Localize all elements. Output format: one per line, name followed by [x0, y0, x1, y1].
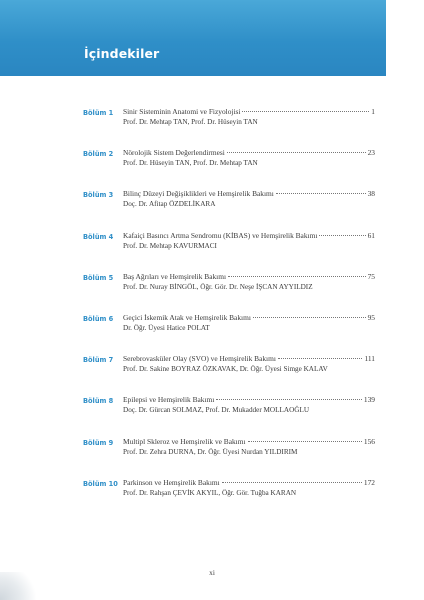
dot-leader [276, 193, 366, 194]
chapter-number: Bölüm 9 [83, 438, 114, 447]
dot-leader [216, 399, 362, 400]
chapter-title-line [123, 478, 375, 487]
chapter-authors: Doç. Dr. Afitap ÖZDELİKARA [123, 200, 216, 209]
dot-leader [228, 276, 366, 277]
chapter-page: 61 [367, 230, 375, 240]
chapter-page: 23 [367, 148, 375, 158]
chapter-title-line [123, 437, 375, 446]
chapter-title: Kafaiçi Basıncı Artma Sendromu (KİBAS) ve Hemşirelik Bakımı [123, 230, 318, 240]
chapter-title: Multipl Skleroz ve Hemşirelik ve Bakımı [123, 436, 246, 446]
toc-entry-2[interactable] [83, 148, 375, 189]
chapter-title-line [123, 313, 375, 322]
corner-decoration [0, 572, 40, 600]
toc-entry-5[interactable] [83, 272, 375, 313]
chapter-authors: Dr. Öğr. Üyesi Hatice POLAT [123, 323, 210, 332]
chapter-authors: Prof. Dr. Nuray BİNGÖL, Öğr. Gör. Dr. Neşe İŞCAN AYYILDIZ [123, 282, 313, 291]
dot-leader [227, 152, 366, 153]
toc-entry-7[interactable] [83, 354, 375, 395]
chapter-number: Bölüm 2 [83, 150, 114, 159]
chapter-title: Geçici İskemik Atak ve Hemşirelik Bakımı [123, 312, 251, 322]
dot-leader [253, 317, 366, 318]
chapter-title-line [123, 272, 375, 281]
chapter-title-line [123, 354, 375, 363]
page-number: xi [209, 568, 215, 577]
dot-leader [278, 358, 363, 359]
chapter-page: 111 [364, 354, 375, 364]
chapter-title-line [123, 395, 375, 404]
toc-entry-9[interactable] [83, 437, 375, 478]
chapter-number: Bölüm 3 [83, 191, 114, 200]
chapter-page: 75 [367, 271, 375, 281]
header-banner [0, 0, 386, 76]
chapter-number: Bölüm 7 [83, 356, 114, 365]
chapter-title: Baş Ağrıları ve Hemşirelik Bakımı [123, 271, 227, 281]
chapter-page: 95 [367, 312, 375, 322]
chapter-title-line [123, 231, 375, 240]
chapter-page: 1 [371, 107, 375, 116]
dot-leader [319, 235, 365, 236]
chapter-title: Nörolojik Sistem Değerlendirmesi [123, 148, 225, 158]
toc-entry-4[interactable] [83, 231, 375, 272]
chapter-number: Bölüm 10 [83, 479, 118, 488]
chapter-title: Sinir Sisteminin Anatomi ve Fizyolojisi [123, 107, 241, 116]
table-of-contents [83, 107, 375, 519]
chapter-title: Serebrovasküler Olay (SVO) ve Hemşirelik Bakımı [123, 354, 276, 364]
chapter-page: 156 [363, 436, 375, 446]
toc-entry-3[interactable] [83, 189, 375, 230]
chapter-authors: Doç. Dr. Gürcan SOLMAZ, Prof. Dr. Mukadder MOLLAOĞLU [123, 406, 310, 415]
chapter-authors: Prof. Dr. Hüseyin TAN, Prof. Dr. Mehtap TAN [123, 159, 258, 168]
toc-entry-8[interactable] [83, 395, 375, 436]
chapter-authors: Prof. Dr. Mehtap KAVURMACI [123, 241, 217, 250]
chapter-title: Bilinç Düzeyi Değişiklikleri ve Hemşirelik Bakımı [123, 189, 274, 199]
toc-entry-6[interactable] [83, 313, 375, 354]
dot-leader [242, 111, 369, 112]
chapter-title: Epilepsi ve Hemşirelik Bakımı [123, 395, 215, 405]
toc-entry-10[interactable] [83, 478, 375, 519]
chapter-title: Parkinson ve Hemşirelik Bakımı [123, 477, 220, 487]
chapter-authors: Prof. Dr. Rahşan ÇEVİK AKYIL, Öğr. Gör. Tuğba KARAN [123, 488, 297, 497]
chapter-number: Bölüm 8 [83, 397, 114, 406]
chapter-number: Bölüm 1 [83, 109, 114, 117]
page-title: İçindekiler [84, 46, 160, 61]
dot-leader [248, 441, 362, 442]
chapter-authors: Prof. Dr. Sakine BOYRAZ ÖZKAVAK, Dr. Öğr. Üyesi Simge KALAV [123, 365, 328, 374]
toc-entry-1[interactable] [83, 107, 375, 148]
chapter-page: 139 [363, 395, 375, 405]
chapter-title-line [123, 189, 375, 198]
chapter-page: 38 [367, 189, 375, 199]
chapter-number: Bölüm 6 [83, 314, 114, 323]
chapter-number: Bölüm 5 [83, 273, 114, 282]
chapter-page: 172 [363, 477, 375, 487]
chapter-title-line [123, 148, 375, 157]
chapter-authors: Prof. Dr. Mehtap TAN, Prof. Dr. Hüseyin TAN [123, 118, 258, 126]
chapter-title-line [123, 107, 375, 116]
dot-leader [222, 482, 362, 483]
chapter-authors: Prof. Dr. Zehra DURNA, Dr. Öğr. Üyesi Nurdan YILDIRIM [123, 447, 298, 456]
chapter-number: Bölüm 4 [83, 232, 114, 241]
